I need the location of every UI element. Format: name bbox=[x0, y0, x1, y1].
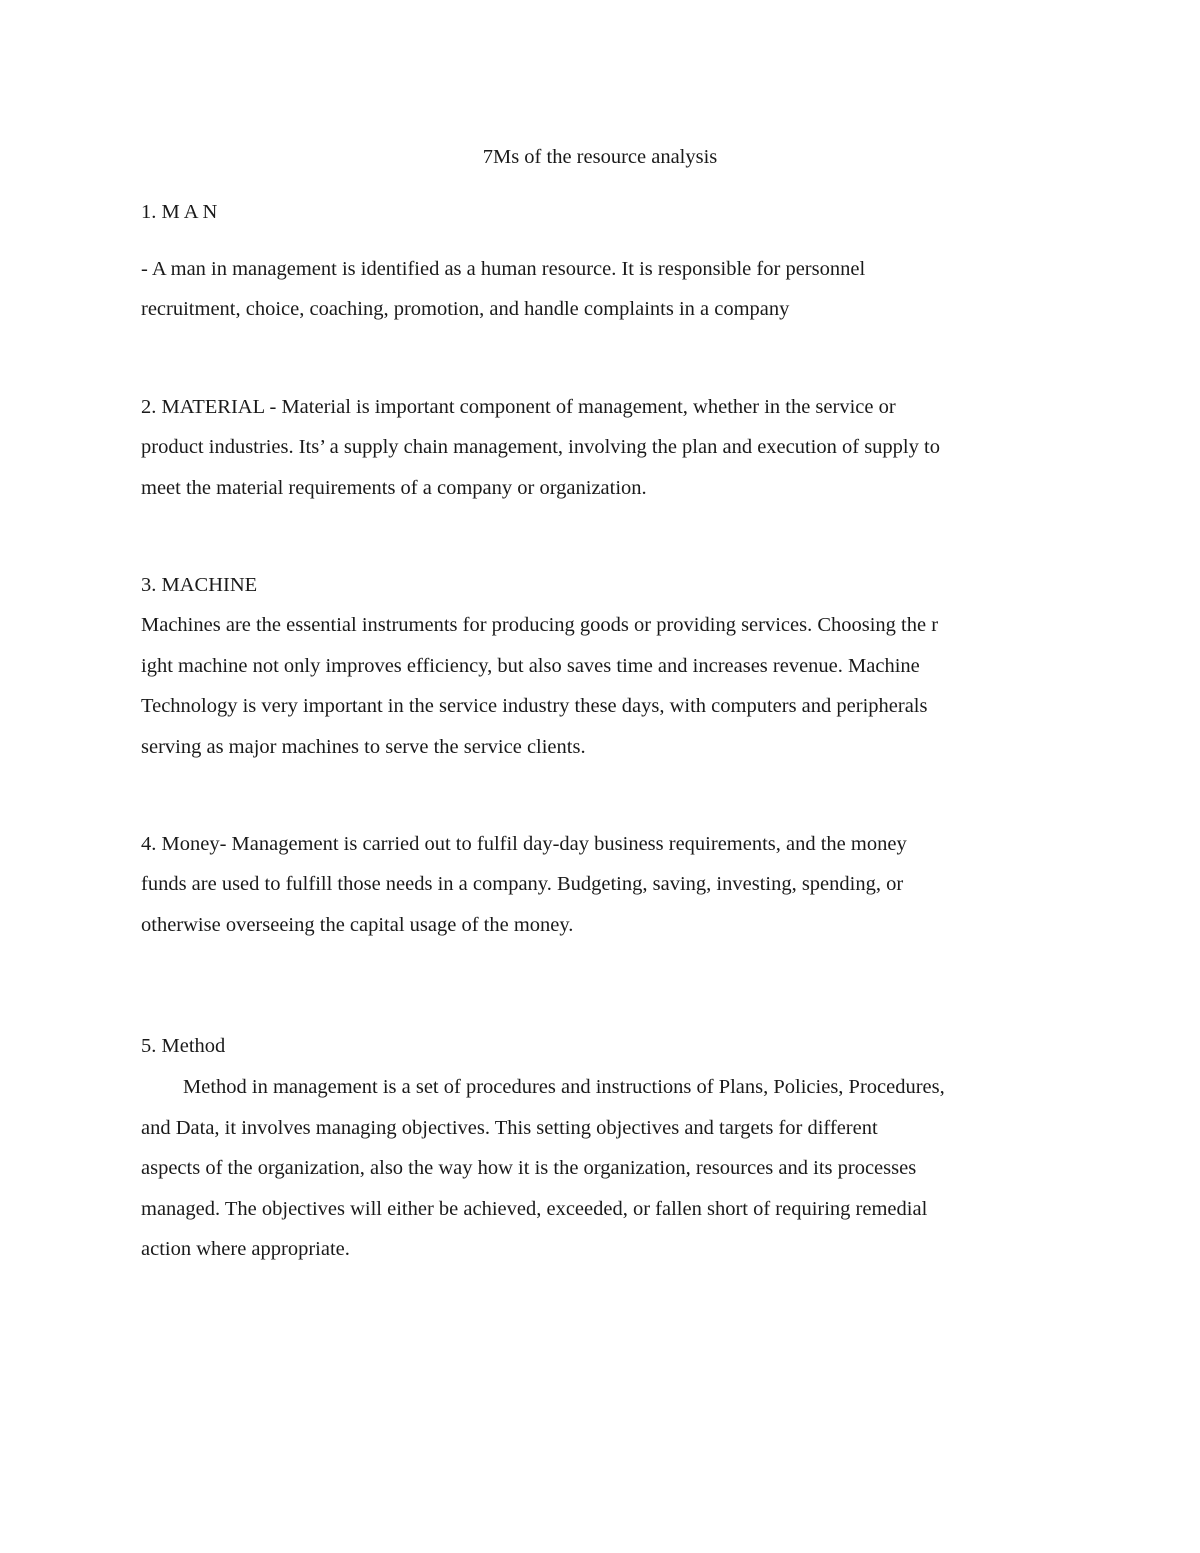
section-3-line: Machines are the essential instruments for producing goods or providing services. Choosing the r bbox=[141, 614, 939, 636]
section-5-line: and Data, it involves managing objectives. This setting objectives and targets for different bbox=[141, 1117, 878, 1139]
section-1-line: - A man in management is identified as a human resource. It is responsible for personnel bbox=[141, 258, 866, 280]
section-5-line: managed. The objectives will either be achieved, exceeded, or fallen short of requiring remedial bbox=[141, 1198, 928, 1220]
section-4-line: otherwise overseeing the capital usage of the money. bbox=[141, 914, 574, 936]
section-2-line: meet the material requirements of a company or organization. bbox=[141, 477, 647, 499]
section-5-line: action where appropriate. bbox=[141, 1238, 350, 1260]
section-3-line: Technology is very important in the service industry these days, with computers and peripherals bbox=[141, 695, 928, 717]
section-3-line: serving as major machines to serve the service clients. bbox=[141, 736, 586, 758]
section-3-line: ight machine not only improves efficiency, but also saves time and increases revenue. Machine bbox=[141, 655, 920, 677]
section-5-line: aspects of the organization, also the way how it is the organization, resources and its processes bbox=[141, 1157, 917, 1179]
section-1-heading: 1. M A N bbox=[141, 201, 218, 223]
section-3-heading: 3. MACHINE bbox=[141, 574, 258, 596]
section-5-heading: 5. Method bbox=[141, 1035, 226, 1057]
section-2-line: product industries. Its’ a supply chain management, involving the plan and execution of supply to bbox=[141, 436, 940, 458]
section-5-line: Method in management is a set of procedures and instructions of Plans, Policies, Procedures, bbox=[183, 1076, 945, 1098]
section-4-line: 4. Money- Management is carried out to fulfil day-day business requirements, and the money bbox=[141, 833, 907, 855]
section-4-line: funds are used to fulfill those needs in a company. Budgeting, saving, investing, spending, or bbox=[141, 873, 904, 895]
document-title: 7Ms of the resource analysis bbox=[482, 146, 718, 168]
section-1-line: recruitment, choice, coaching, promotion, and handle complaints in a company bbox=[141, 298, 790, 320]
section-2-line: 2. MATERIAL - Material is important component of management, whether in the service or bbox=[141, 396, 896, 418]
